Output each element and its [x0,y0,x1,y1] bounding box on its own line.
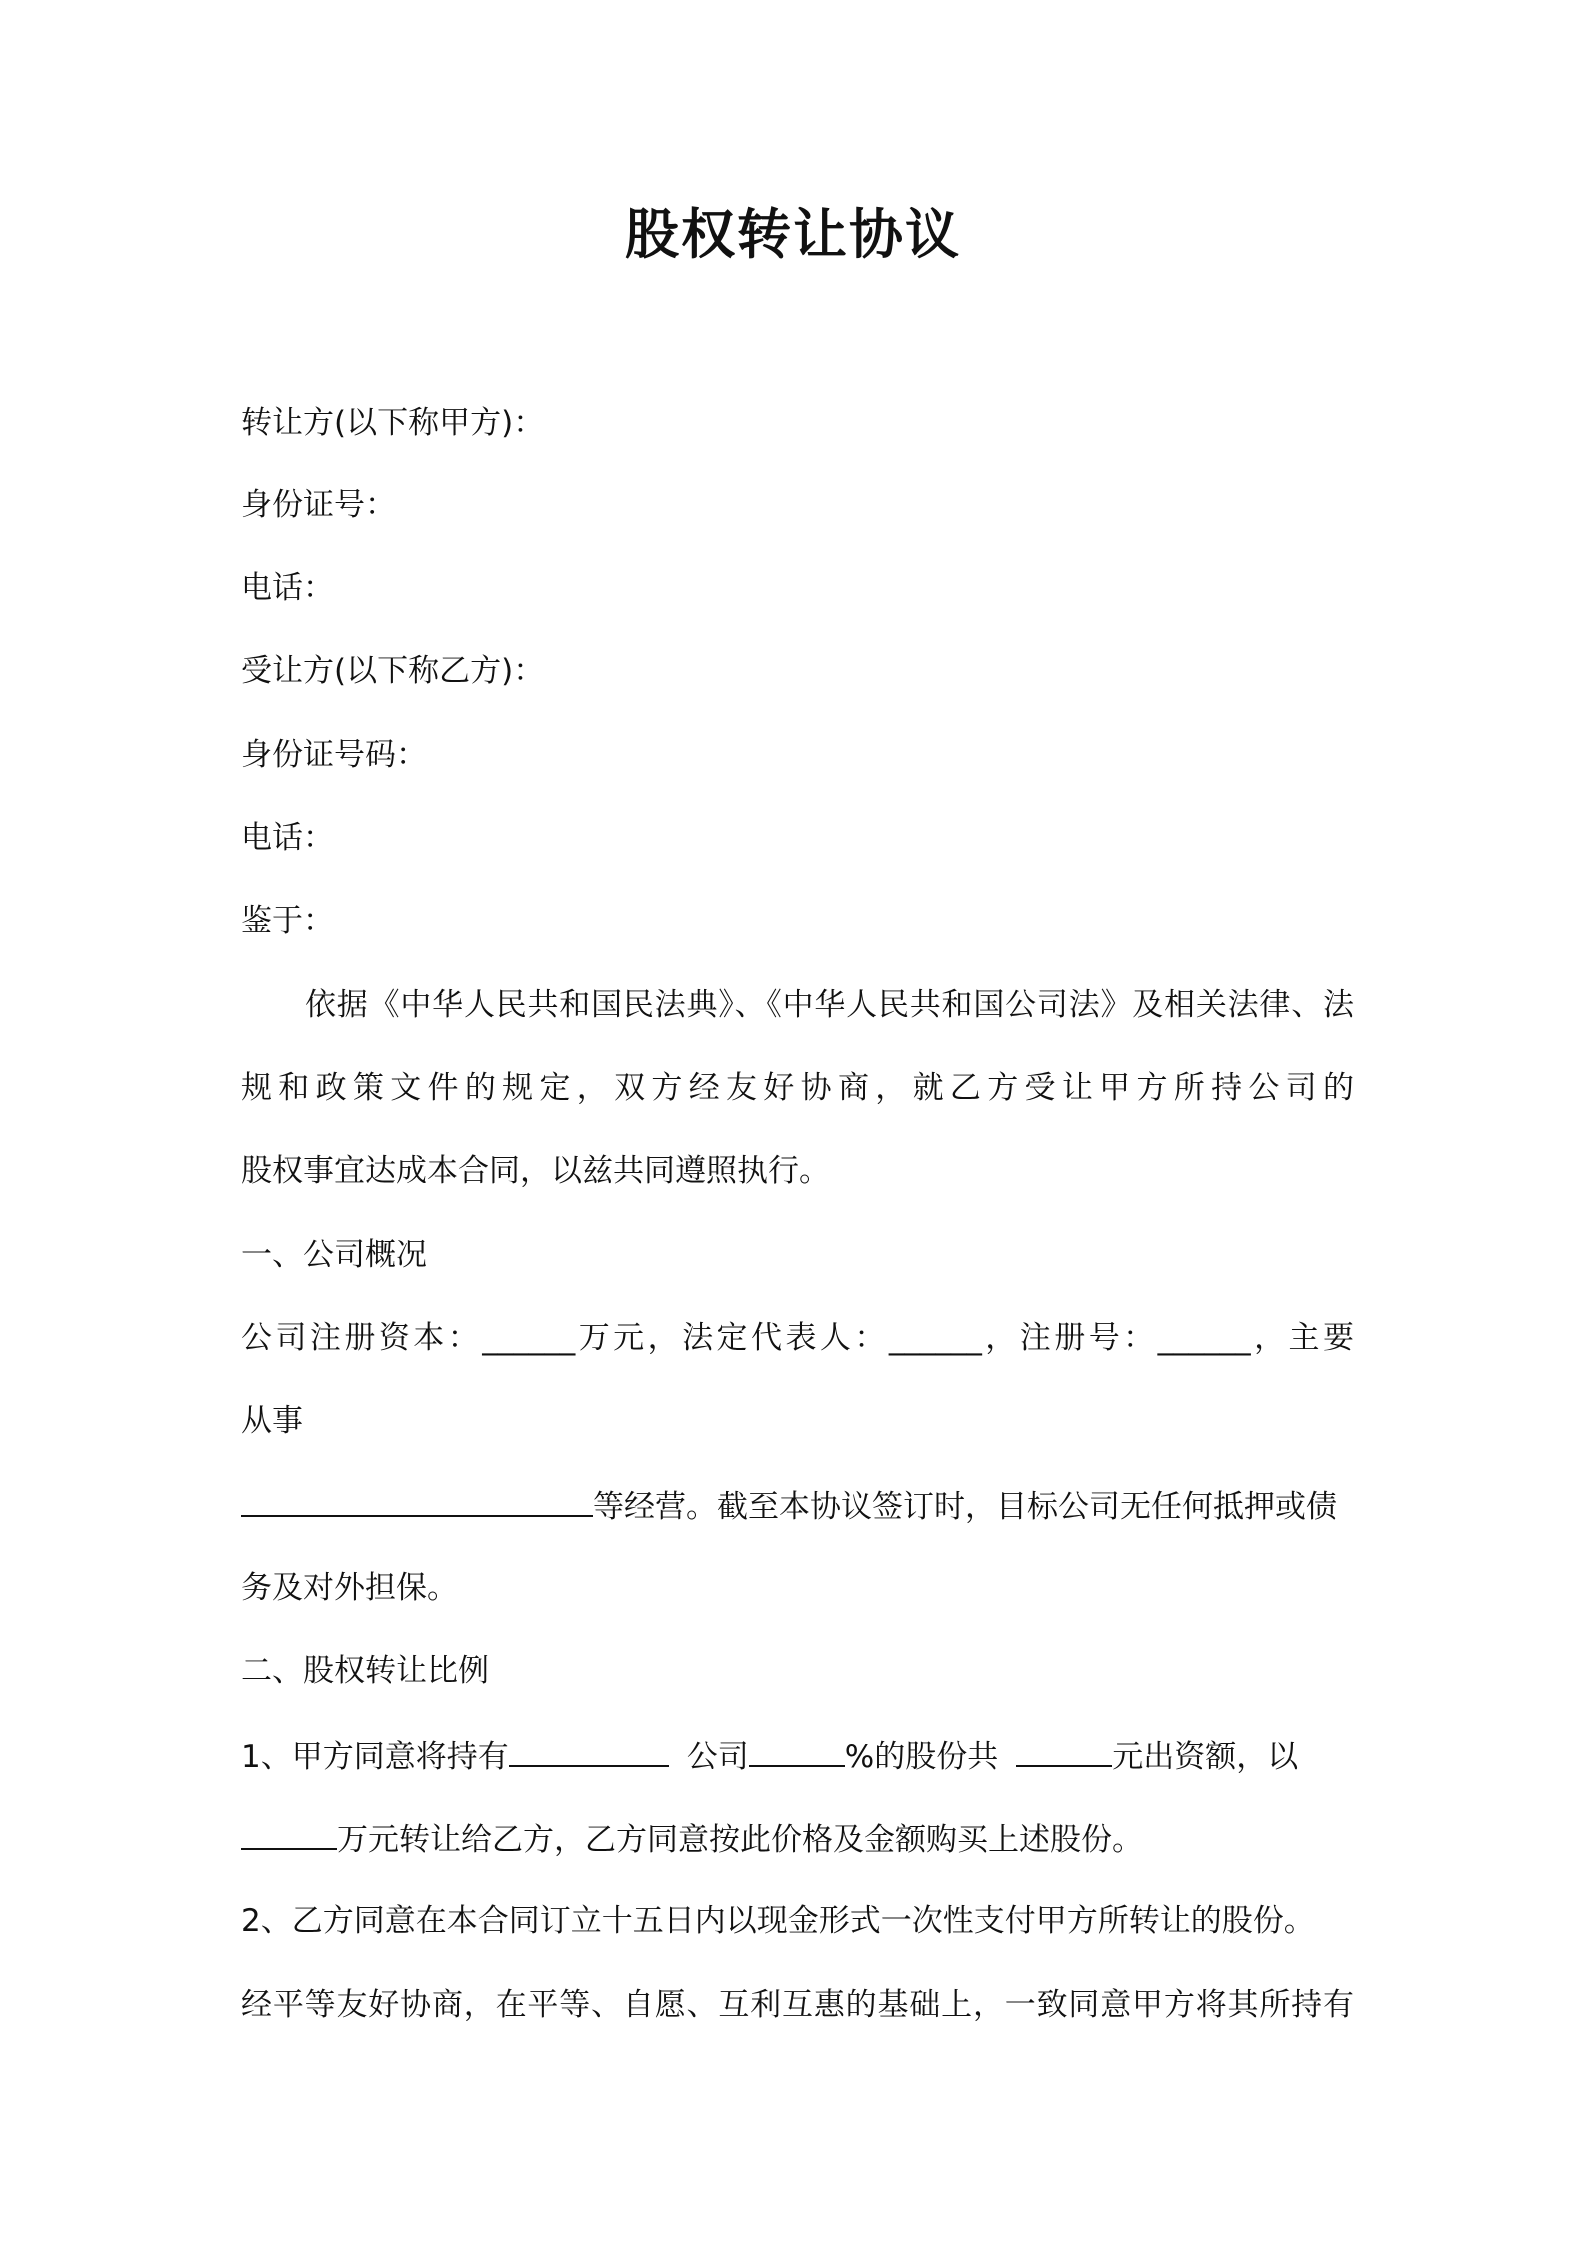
party-a-label: 转让方(以下称甲方)： [241,405,545,441]
section-1-heading: 一、公司概况 [241,1237,427,1273]
percent-blank [749,1731,845,1767]
item-1-part-1: 1、甲方同意将持有 [241,1739,509,1775]
section-2-heading: 二、股权转让比例 [241,1653,489,1689]
business-scope-blank [241,1481,593,1517]
section-1-line-4: 务及对外担保。 [241,1570,458,1606]
item-1-part-2: 公司 [686,1739,749,1775]
section-1-line-3 [241,1481,1354,1531]
section-1-line-2: 从事 [241,1403,303,1439]
party-b-label: 受让方(以下称乙方)： [241,653,545,689]
party-b-id-label: 身份证号码： [241,737,427,773]
preamble-line-3: 股权事宜达成本合同，以兹共同遵照执行。 [241,1153,830,1189]
item-1-line-2-text: 万元转让给乙方，乙方同意按此价格及金额购买上述股份。 [337,1822,1143,1858]
preamble-line-1: 依据《中华人民共和国民法典》、《中华人民共和国公司法》及相关法律、法 [305,987,1354,1023]
document-title: 股权转让协议 [625,203,961,266]
whereas-label: 鉴于： [241,903,334,939]
preamble-line-2: 规和政策文件的规定，双方经友好协商，就乙方受让甲方所持公司的 [241,1070,1354,1106]
section-2-item-1-line-2 [241,1814,1354,1864]
section-2-item-1 [241,1731,1354,1781]
item-1-part-4: 元出资额，以 [1112,1739,1299,1775]
party-a-phone-label: 电话： [241,570,334,606]
party-b-phone-label: 电话： [241,820,334,856]
party-a-id-label: 身份证号： [241,487,396,523]
holder-blank [509,1731,669,1767]
section-2-item-3: 经平等友好协商，在平等、自愿、互利互惠的基础上，一致同意甲方将其所持有 [241,1987,1354,2023]
capital-amount-blank [1016,1731,1112,1767]
price-blank [241,1814,337,1850]
section-1-line-1: 公司注册资本：______万元，法定代表人：______，注册号：______，主要 [241,1320,1354,1356]
item-1-part-3: %的股份共 [844,1739,999,1775]
section-2-item-2: 2、乙方同意在本合同订立十五日内以现金形式一次性支付甲方所转让的股份。 [241,1903,1315,1939]
section-1-line-3-text: 等经营。截至本协议签订时，目标公司无任何抵押或债 [593,1489,1337,1525]
